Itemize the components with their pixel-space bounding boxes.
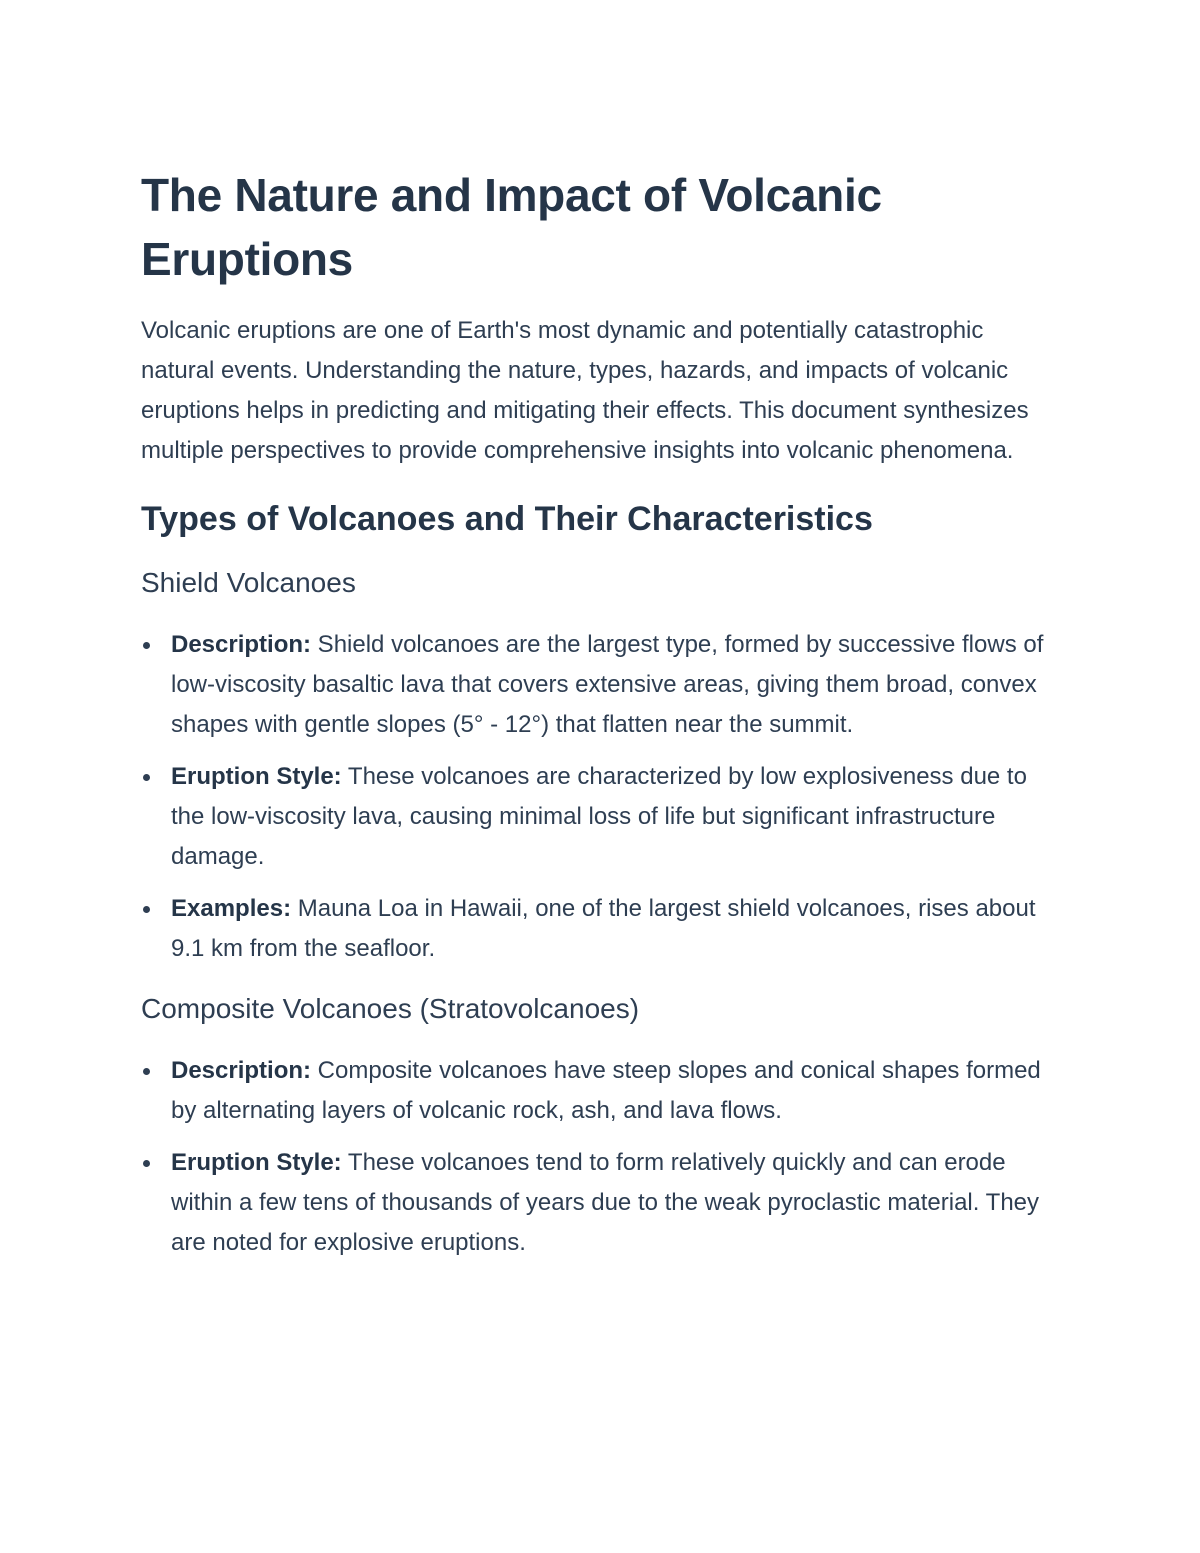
shield-volcanoes-list <box>141 625 1061 969</box>
list-item <box>141 625 1061 745</box>
list-item-term: Description: <box>171 631 312 658</box>
list-item-term: Eruption Style: <box>171 1149 342 1176</box>
document-page <box>141 163 1061 1275</box>
list-item-text: These volcanoes tend to form relatively quickly and can erode within a few tens of thousands of years due to the weak pyroclastic material. They are noted for explosive eruptions. <box>171 1149 1040 1256</box>
bullet-icon <box>143 774 150 781</box>
shield-volcanoes-heading: Shield Volcanoes <box>141 567 356 598</box>
list-item-text: Shield volcanoes are the largest type, formed by successive flows of low-viscosity basaltic lava that covers extensive areas, giving them broad, convex shapes with gentle slopes (5° - 12°) that flatten near the summit. <box>171 631 1044 738</box>
section-heading: Types of Volcanoes and Their Characteristics <box>141 500 873 538</box>
bullet-icon <box>143 642 150 649</box>
intro-paragraph: Volcanic eruptions are one of Earth's most dynamic and potentially catastrophic natural events. Understanding the nature, types, hazards, and impacts of volcanic eruptions helps in predicting and mitigating their effects. This document synthesizes multiple perspectives to provide comprehensive insights into volcanic phenomena. <box>141 317 1029 464</box>
composite-volcanoes-list <box>141 1051 1061 1263</box>
bullet-icon <box>143 1068 150 1075</box>
bullet-icon <box>143 1160 150 1167</box>
list-item <box>141 1143 1061 1263</box>
bullet-icon <box>143 906 150 913</box>
document-title: The Nature and Impact of Volcanic Eruptions <box>141 169 882 285</box>
list-item <box>141 1051 1061 1131</box>
list-item <box>141 889 1061 969</box>
list-item-text: Mauna Loa in Hawaii, one of the largest shield volcanoes, rises about 9.1 km from the seafloor. <box>171 895 1036 962</box>
list-item <box>141 757 1061 877</box>
list-item-term: Examples: <box>171 895 292 922</box>
composite-volcanoes-heading: Composite Volcanoes (Stratovolcanoes) <box>141 993 640 1024</box>
list-item-term: Eruption Style: <box>171 763 342 790</box>
list-item-text: Composite volcanoes have steep slopes and conical shapes formed by alternating layers of volcanic rock, ash, and lava flows. <box>171 1057 1041 1124</box>
list-item-term: Description: <box>171 1057 312 1084</box>
list-item-text: These volcanoes are characterized by low explosiveness due to the low-viscosity lava, causing minimal loss of life but significant infrastructure damage. <box>171 763 1027 870</box>
